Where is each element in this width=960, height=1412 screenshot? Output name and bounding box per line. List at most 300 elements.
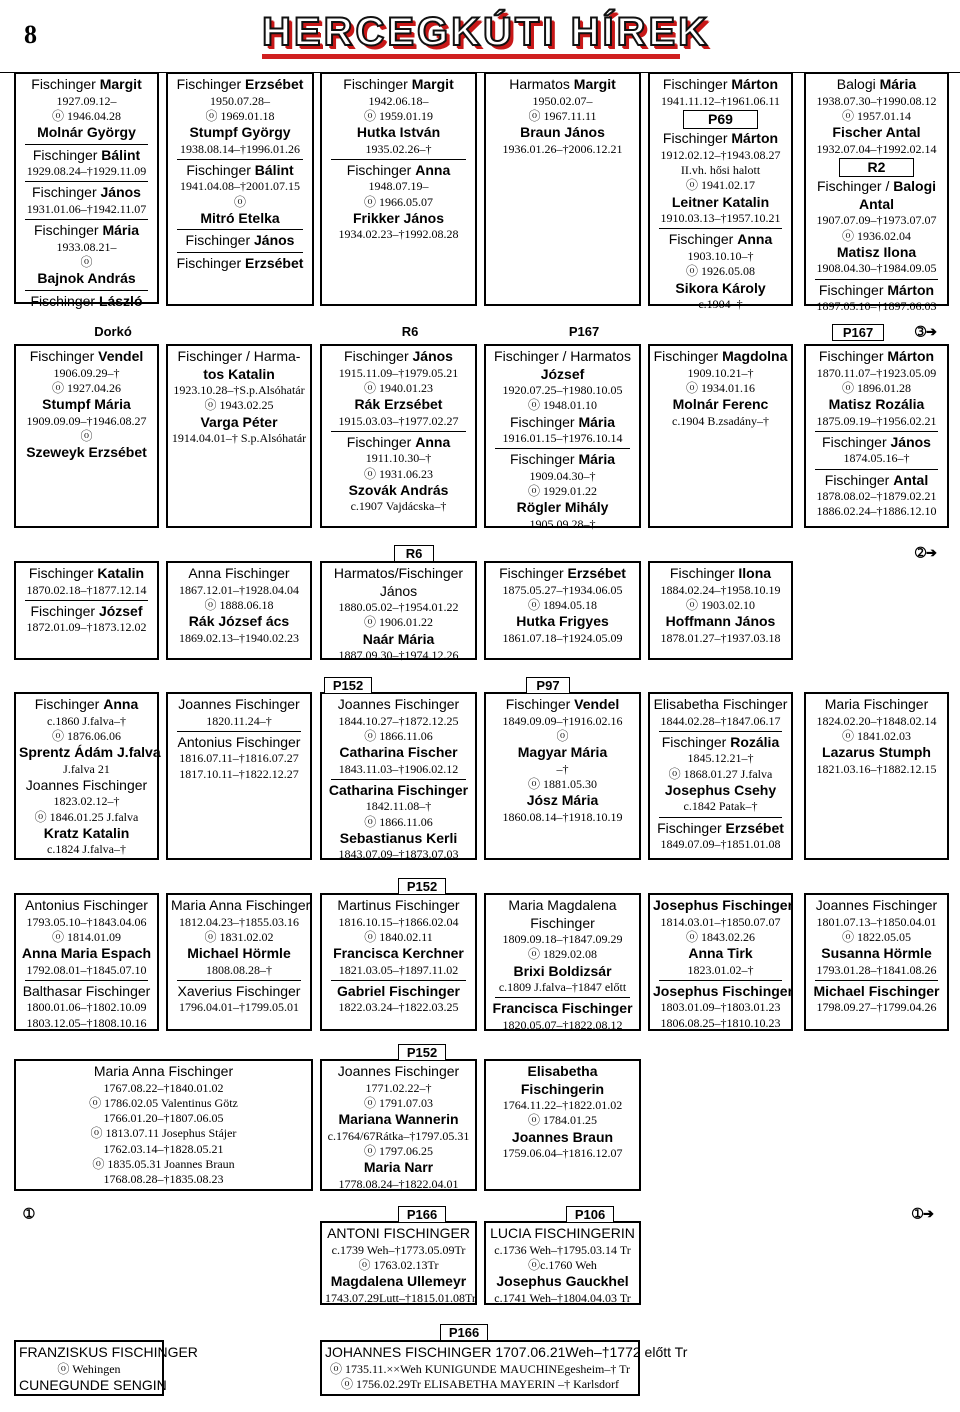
box-line: Antonius Fischinger	[177, 733, 301, 750]
box-line: 1909.09.09–†1946.08.27	[26, 413, 147, 428]
person-box-r8-1	[14, 1340, 198, 1396]
box-line: 1812.04.23–†1855.03.16	[179, 914, 299, 929]
box-line: ⓞ 1929.01.22	[527, 484, 597, 499]
person-box-r1-4	[484, 72, 641, 306]
box-line: Fischer Antal	[832, 124, 921, 141]
box-line: Fischingerin	[520, 1080, 605, 1097]
box-line: 1860.08.14–†1918.10.19	[502, 809, 623, 824]
box-line: Fischinger Erzsébet	[657, 819, 784, 836]
box-line: Joannes Fischinger	[815, 897, 938, 913]
box-line: Fischinger Márton	[662, 76, 779, 92]
box-line: 1844.02.28–†1847.06.17	[660, 713, 781, 728]
person-box-r3-2	[166, 561, 312, 660]
box-line: Josephus Fischinger	[653, 897, 794, 913]
box-line: ⓞ	[556, 728, 569, 743]
box-line: ⓞ Wehingen	[57, 1361, 121, 1376]
box-line: ⓞ 1881.05.30	[527, 776, 597, 791]
box-line: Fischinger János	[344, 348, 453, 364]
person-box-r2-6	[804, 344, 949, 528]
box-line: Fischinger Márton	[818, 348, 935, 364]
box-line: Maria Fischinger	[824, 696, 929, 712]
box-line: ⓞc.1760 Weh	[528, 1257, 597, 1272]
box-line: Fischinger Ilona	[669, 565, 772, 581]
box-line: 1842.11.08–†	[365, 799, 432, 814]
label-p166-second: P166	[440, 1324, 488, 1341]
box-line: Fischinger János	[822, 433, 931, 450]
box-line: c.1907 Vajdácska–†	[350, 499, 447, 514]
box-line: Sprentz Ádám J.falva	[19, 744, 161, 761]
separator-line	[25, 290, 148, 291]
box-line: 1905.09.28–†	[529, 516, 596, 531]
box-line: ⓞ 1797.06.25	[363, 1143, 433, 1158]
box-line: Matisz Ilona	[836, 243, 917, 260]
box-line: Hutka Frigyes	[516, 613, 609, 630]
box-line: Harmatos Margit	[509, 76, 616, 92]
box-line: ⓞ 1959.01.19	[363, 108, 433, 123]
box-line: Fischinger Mária	[509, 451, 616, 468]
box-line: ⓞ 1931.06.23	[363, 466, 433, 481]
person-box-r2-2	[166, 344, 312, 528]
separator-line	[331, 980, 466, 981]
box-line: Michael Hörmle	[187, 945, 291, 962]
box-line: Lazarus Stumph	[822, 744, 931, 761]
box-line: Fischinger Erzsébet	[499, 565, 626, 581]
box-line: 1843.11.03–†1906.02.12	[338, 761, 459, 776]
box-line: 1915.03.03–†1977.02.27	[338, 413, 459, 428]
box-line: ⓞ	[233, 194, 246, 209]
box-line: Fischinger Mária	[33, 222, 140, 239]
arrow-1-left-icon: ➀	[14, 1206, 44, 1222]
person-box-r3-1	[14, 561, 159, 660]
person-box-r2-5	[648, 344, 793, 528]
box-line: Maria Magdalena	[508, 897, 617, 913]
box-line: ⓞ 1903.02.10	[685, 597, 755, 612]
box-line: Fischinger Antal	[824, 471, 929, 488]
box-line: ⓞ 1948.01.10	[527, 398, 597, 413]
box-line: 1936.01.26–†2006.12.21	[502, 141, 623, 156]
box-line: Balogi Mária	[836, 76, 917, 92]
person-box-r4-4	[484, 692, 641, 860]
box-line: Fischinger Bálint	[32, 146, 141, 163]
box-line: ⓞ 1840.02.11	[364, 929, 433, 944]
box-line: 1800.01.06–†1802.10.09	[26, 1000, 147, 1015]
box-line: 1911.10.30–†	[365, 451, 432, 466]
separator-line	[815, 980, 938, 981]
box-line: 1931.01.06–†1942.11.07	[26, 201, 147, 216]
box-line: ⓞ 1763.02.13Tr	[358, 1257, 439, 1272]
box-line: Anna Fischinger	[188, 565, 290, 581]
box-line: 1934.02.23–†1992.08.28	[338, 227, 459, 242]
separator-line	[25, 181, 148, 182]
box-line: Mitró Etelka	[200, 209, 280, 226]
box-line: 1933.08.21–	[56, 239, 117, 254]
person-box-r1-5	[648, 72, 793, 312]
box-line: 1927.09.12–	[56, 93, 117, 108]
box-line: –†	[556, 761, 569, 776]
box-line: Joannes Braun	[511, 1128, 614, 1145]
person-box-r3-5	[648, 561, 793, 660]
person-box-r1-2	[166, 72, 314, 306]
box-line: 1923.10.28–†S.p.Alsóhatár	[173, 383, 305, 397]
box-line: 1821.03.05–†1897.11.02	[338, 962, 459, 977]
box-line: Varga Péter	[200, 413, 278, 430]
box-line: Fischinger Magdolna	[653, 348, 788, 364]
box-line: 1886.02.24–†1886.12.10	[816, 504, 937, 519]
box-line: Braun János	[520, 124, 605, 141]
box-line: Fischinger Anna	[668, 231, 773, 248]
box-line: c.1860 J.falva–†	[47, 713, 126, 728]
box-line: 1909.04.30–†	[529, 468, 596, 483]
box-line: 1915.11.09–†1979.05.21	[338, 365, 459, 380]
box-line: ⓞ 1791.07.03	[363, 1095, 433, 1110]
box-line: Maria Anna Fischinger	[93, 1063, 234, 1079]
person-box-r2-4	[484, 344, 641, 531]
box-line: Anna Maria Espach	[21, 945, 152, 962]
label-p152-second: P152	[398, 878, 446, 895]
person-box-r7-2	[484, 1221, 641, 1305]
box-line: Martinus Fischinger	[337, 897, 460, 913]
box-line: 1816.07.11–†1816.07.27	[179, 751, 299, 766]
box-line: Fischinger / Harma-	[177, 348, 301, 364]
box-line: 1912.02.12–†1943.08.27	[660, 147, 781, 162]
box-line: ⓞ 1896.01.28	[841, 380, 911, 395]
person-box-r6-1	[14, 1059, 313, 1191]
separator-line	[659, 228, 782, 229]
box-line: J.falva 21	[63, 761, 110, 776]
box-line: Maria Anna Fischinger	[171, 897, 311, 913]
box-line: Fischinger Katalin	[28, 565, 145, 581]
box-line: 1759.06.04–†1816.12.07	[502, 1146, 623, 1161]
box-line: 1824.02.20–†1848.02.14	[816, 713, 937, 728]
separator-line	[331, 431, 466, 432]
box-line: Michael Fischinger	[813, 982, 940, 999]
box-line: Hutka István	[356, 124, 441, 141]
box-line: ⓞ 1829.02.08	[527, 947, 597, 962]
box-line: Anna Tirk	[688, 945, 753, 962]
separator-line	[25, 144, 148, 145]
box-line: ⓞ 1843.02.26	[685, 929, 755, 944]
box-line: Mariana Wannerin	[338, 1111, 459, 1128]
box-line: ⓞ 1927.04.26	[51, 380, 121, 395]
box-line: ⓞ 1835.05.31 Joannes Braun	[92, 1156, 235, 1171]
box-line: 1767.08.22–†1840.01.02	[103, 1080, 224, 1095]
box-line: ⓞ	[80, 428, 93, 443]
box-line: Leitner Katalin	[671, 193, 770, 210]
person-box-r5-5	[648, 893, 793, 1031]
box-line: 1844.10.27–†1872.12.25	[338, 713, 459, 728]
box-line: 1950.07.28–	[210, 93, 270, 108]
box-line: Fischinger	[530, 914, 595, 931]
box-line: Fischinger János	[185, 232, 295, 249]
separator-line	[177, 252, 303, 253]
box-line: c.1736 Weh–†1795.03.14 Tr	[494, 1242, 631, 1257]
box-line: 1762.03.14–†1828.05.21	[103, 1141, 224, 1156]
box-line: 1878.08.02–†1879.02.21	[816, 489, 937, 504]
box-line: Magdalena Ullemeyr	[330, 1273, 467, 1290]
box-line: Fischinger Anna	[346, 433, 451, 450]
box-line: Josephus Fischinger	[653, 982, 794, 999]
box-line: ⓞ 1822.05.05	[841, 929, 911, 944]
box-line: ⓞ 1876.06.06	[51, 728, 121, 743]
box-line: Fischinger Bálint	[186, 161, 294, 178]
box-line: 1809.09.18–†1847.09.29	[502, 932, 623, 946]
person-box-r2-1	[14, 344, 159, 528]
box-line: 1821.03.16–†1882.12.15	[816, 761, 937, 776]
box-line: Balthasar Fischinger	[22, 982, 151, 999]
box-line: ⓞ 1946.04.28	[51, 108, 121, 123]
label-p152-third: P152	[398, 1044, 446, 1061]
box-line: LUCIA FISCHINGERIN	[490, 1225, 635, 1241]
box-line: 1766.01.20–†1807.06.05	[103, 1111, 224, 1126]
box-line: 1907.07.09–†1973.07.07	[816, 213, 937, 228]
box-line: Gabriel Fischinger	[337, 982, 460, 999]
box-line: Rák József ács	[188, 613, 290, 630]
box-line: ⓞ 1786.02.05 Valentinus Götz	[89, 1095, 238, 1110]
box-line: ⓞ 1926.05.08	[685, 264, 755, 279]
box-line: József	[540, 365, 585, 382]
person-box-r1-3	[320, 72, 477, 306]
box-line: 1872.01.09–†1873.12.02	[26, 620, 147, 635]
person-box-r3-4	[484, 561, 641, 660]
person-box-r6-2	[320, 1059, 477, 1191]
box-line: 1778.08.24–†1822.04.01	[338, 1176, 459, 1191]
box-line: 1920.07.25–†1980.10.05	[502, 383, 623, 397]
box-line: 1897.05.10–†1897.06.03	[816, 299, 937, 314]
box-line: 1875.09.19–†1956.02.21	[816, 413, 937, 428]
person-box-r5-6	[804, 893, 949, 1031]
box-line: 1941.11.12–†1961.06.11	[660, 93, 781, 108]
box-line: Catharina Fischer	[339, 744, 458, 761]
box-line: Fischinger János	[32, 184, 141, 201]
box-line: 1823.02.12–†	[53, 794, 120, 809]
arrow-2-icon: ➁➔	[906, 545, 946, 561]
box-line: Naár Mária	[362, 630, 435, 647]
box-line: János	[379, 582, 418, 599]
box-line: 1843.07.09–†1873.07.03	[338, 847, 459, 862]
separator-line	[331, 779, 466, 780]
person-box-r5-1	[14, 893, 159, 1031]
box-line: 1806.08.25–†1810.10.23	[660, 1015, 781, 1030]
box-line: Jósz Mária	[526, 792, 599, 809]
box-line: ⓞ 1841.02.03	[841, 728, 911, 743]
box-line: Fischinger / Balogi	[816, 178, 937, 195]
box-line: Fischinger Vendel	[29, 348, 144, 364]
box-line: Fischinger Erzsébet	[176, 76, 304, 92]
box-line: 1793.01.28–†1841.08.26	[816, 962, 937, 977]
box-line: Fischinger Anna	[34, 696, 139, 712]
box-line: ⓞ 1846.01.25 J.falva	[34, 809, 139, 824]
person-box-r6-3	[484, 1059, 641, 1191]
box-line: ⓞ 1868.01.27 J.falva	[668, 766, 773, 781]
box-line: 1948.07.19–	[368, 179, 429, 194]
box-line: ⓞ 1814.01.09	[51, 929, 121, 944]
separator-line	[815, 279, 938, 280]
separator-line	[25, 600, 148, 601]
box-line: Magyar Mária	[517, 744, 608, 761]
separator-line	[659, 817, 782, 818]
box-line: Kratz Katalin	[43, 824, 130, 841]
box-line: ⓞ 1813.07.11 Josephus Stájer	[90, 1126, 237, 1141]
person-box-r7-1	[320, 1221, 477, 1305]
box-line: 1950.02.07–	[532, 93, 593, 108]
box-line: ⓞ 1966.05.07	[363, 194, 433, 209]
box-line: 1861.07.18–†1924.05.09	[502, 630, 623, 645]
box-line: 1796.04.01–†1799.05.01	[179, 1000, 299, 1015]
label-p152: P152	[324, 677, 372, 694]
box-line: Fischinger László	[30, 292, 143, 309]
box-line: 1929.08.24–†1929.11.09	[26, 164, 147, 179]
box-line: Fischinger Márton	[818, 281, 935, 298]
box-line: Bajnok András	[37, 270, 136, 287]
box-line: Josephus Csehy	[664, 781, 777, 798]
box-line: Harmatos/Fischinger	[333, 565, 464, 581]
box-line: Fischinger Erzsébet	[176, 254, 304, 271]
person-box-r2-3	[320, 344, 477, 528]
box-line: 1880.05.02–†1954.01.22	[338, 600, 459, 614]
label-p97: P97	[526, 677, 570, 694]
box-line: 1935.02.26–†	[365, 141, 432, 156]
box-line: 1941.04.08–†2001.07.15	[180, 179, 300, 194]
box-line: Joannes Fischinger	[25, 776, 148, 793]
box-line: FRANZISKUS FISCHINGER	[19, 1344, 198, 1360]
person-box-r3-3	[320, 561, 477, 663]
box-line: 1849.09.09–†1916.02.16	[502, 713, 623, 728]
box-line: 1801.07.13–†1850.04.01	[816, 914, 937, 929]
box-line: ⓞ 1831.02.02	[204, 929, 274, 944]
box-line: ⓞ 1735.11.××Weh KUNIGUNDE MAUCHINEgesheim–† Tr	[329, 1361, 631, 1376]
box-line: c.1904–†	[698, 297, 743, 312]
box-line: 1867.12.01–†1928.04.04	[179, 582, 299, 597]
box-line: 1903.10.10–†	[687, 248, 754, 263]
box-line: 1914.04.01–† S.p.Alsóhatár	[171, 431, 307, 446]
box-line: 1906.09.29–†	[53, 365, 120, 380]
box-line: Xaverius Fischinger	[177, 982, 301, 999]
box-line: Joannes Fischinger	[337, 1063, 460, 1079]
box-line: Fischinger József	[30, 602, 143, 619]
person-box-r5-2	[166, 893, 312, 1031]
box-line: 1870.02.18–†1877.12.14	[26, 582, 147, 597]
box-line: ⓞ 1866.11.06	[364, 728, 433, 743]
box-line: Catharina Fischinger	[328, 781, 469, 798]
box-line: tos Katalin	[203, 365, 275, 382]
separator-line	[25, 980, 148, 981]
label-p106: P106	[566, 1206, 614, 1223]
box-line: Joannes Fischinger	[337, 696, 460, 712]
box-line: Fischinger Mária	[509, 413, 616, 430]
person-box-r4-5	[648, 692, 793, 860]
box-line: Fischinger Rozália	[661, 733, 780, 750]
box-line: ⓞ 1784.01.25	[527, 1113, 597, 1128]
box-line: c.1809 J.falva–†1847 előtt	[498, 980, 627, 995]
box-line: 1798.09.27–†1799.04.26	[816, 1000, 937, 1015]
box-line: Sikora Károly	[675, 279, 766, 296]
box-line: Elisabetha	[527, 1063, 598, 1079]
separator-line	[495, 448, 630, 449]
separator-line	[177, 980, 301, 981]
box-line: c.1741 Weh–†1804.04.03 Tr	[494, 1290, 631, 1305]
page-number: 8	[24, 20, 37, 49]
box-line: c.1739 Weh–†1773.05.09Tr	[331, 1242, 466, 1257]
separator-line	[177, 229, 303, 230]
box-line: c.1824 J.falva–†	[47, 842, 126, 857]
arrow-3-icon: ➂➔	[906, 324, 946, 340]
label-dorko: Dorkó	[88, 324, 138, 339]
box-line: 1792.08.01–†1845.07.10	[26, 962, 147, 977]
box-line: Elisabetha Fischinger	[653, 696, 788, 712]
box-line: Stumpf György	[189, 124, 291, 141]
separator-line	[815, 469, 938, 470]
box-line: Fischinger Anna	[346, 161, 451, 178]
box-line: 1793.05.10–†1843.04.06	[26, 914, 147, 929]
box-line: 1908.04.30–†1984.09.05	[816, 261, 937, 276]
box-line: P69	[683, 110, 758, 130]
box-line: JOHANNES FISCHINGER 1707.06.21Weh–†1772 előtt Tr	[325, 1344, 688, 1360]
box-line: 1875.05.27–†1934.06.05	[502, 582, 623, 597]
separator-line	[495, 997, 630, 998]
label-p167-right: P167	[832, 324, 884, 341]
masthead-title: HERCEGKÚTI HÍREK	[262, 10, 711, 54]
box-line: ANTONI FISCHINGER	[327, 1225, 470, 1241]
box-line: 1916.01.15–†1976.10.14	[502, 431, 623, 446]
box-line: 1878.01.27–†1937.03.18	[660, 630, 781, 645]
box-line: Sebastianus Kerli	[339, 829, 458, 846]
separator-line	[659, 731, 782, 732]
box-line: 1938.07.30–†1990.08.12	[816, 93, 937, 108]
box-line: Maria Narr	[363, 1159, 434, 1176]
masthead-underline	[262, 54, 680, 59]
box-line: ⓞ	[80, 254, 93, 269]
box-line: Molnár Ferenc	[672, 396, 769, 413]
person-box-r5-3	[320, 893, 477, 1031]
box-line: ⓞ 1969.01.18	[205, 108, 275, 123]
box-line: Rák Erzsébet	[354, 396, 443, 413]
box-line: 1942.06.18–	[368, 93, 429, 108]
box-line: 1910.03.13–†1957.10.21	[660, 211, 781, 226]
box-line: c.1842 Patak–†	[683, 799, 758, 814]
person-box-r5-4	[484, 893, 641, 1031]
box-line: 1887.09.30–†1974.12.26	[338, 648, 459, 663]
box-line: CUNEGUNDE SENGIN	[19, 1376, 167, 1393]
person-box-r4-3	[320, 692, 477, 860]
person-box-r1-6	[804, 72, 949, 314]
box-line: 1870.11.07–†1923.05.09	[816, 365, 937, 380]
box-line: Fischinger Vendel	[505, 696, 620, 712]
box-line: 1822.03.24–†1822.03.25	[338, 1000, 459, 1015]
box-line: ⓞ 1943.02.25	[204, 398, 274, 413]
box-line: 1909.10.21–†	[687, 365, 754, 380]
box-line: 1938.08.14–†1996.01.26	[180, 141, 300, 156]
box-line: 1845.12.21–†	[687, 751, 754, 766]
box-line: Szeweyk Erzsébet	[26, 444, 147, 461]
separator-line	[659, 980, 782, 981]
arrow-1-right-icon: ➀➔	[900, 1206, 946, 1222]
box-line: 1803.12.05–†1808.10.16	[26, 1015, 147, 1030]
box-line: 1820.05.07–†1822.08.12	[502, 1017, 623, 1032]
box-line: Francisca Fischinger	[492, 1000, 633, 1017]
box-line: 1771.02.22–†	[365, 1080, 432, 1095]
box-line: 1814.03.01–†1850.07.07	[660, 914, 781, 929]
box-line: 1817.10.11–†1822.12.27	[179, 766, 299, 781]
box-line: Fischinger / Harmatos	[494, 348, 631, 364]
person-box-r1-1	[14, 72, 159, 309]
box-line: Susanna Hörmle	[821, 945, 932, 962]
box-line: ⓞ 1957.01.14	[841, 108, 911, 123]
box-line: II.vh. hősi halott	[680, 163, 761, 178]
box-line: 1874.05.16–†	[843, 451, 910, 466]
person-box-r4-2	[166, 692, 312, 860]
box-line: R2	[839, 158, 914, 178]
box-line: 1820.11.24–†	[206, 713, 272, 728]
